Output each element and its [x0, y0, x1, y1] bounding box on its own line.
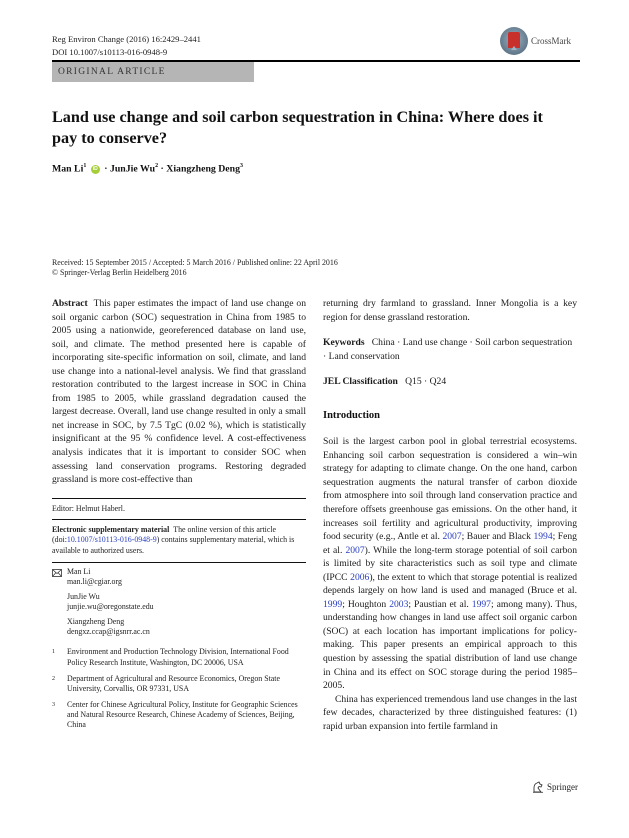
- contact-name: Man Li: [67, 566, 91, 576]
- crossmark-badge[interactable]: [500, 27, 571, 55]
- editor-note: Editor: Helmut Haberl.: [52, 503, 125, 513]
- left-column: [52, 297, 306, 730]
- contact-email[interactable]: man.li@cgiar.org: [67, 577, 122, 587]
- jel-codes: Q15 · Q24: [405, 376, 447, 388]
- keywords-label: Keywords: [323, 337, 365, 349]
- abstract-continued: returning dry farmland to grassland. Inner Mongolia is a key region for dense grassland restoration.: [323, 298, 577, 323]
- affiliation-number: 3: [52, 701, 55, 708]
- citation-link[interactable]: 1999: [323, 598, 343, 610]
- affiliation: [52, 674, 306, 694]
- keywords-text: China · Land use change · Soil carbon sequestration · Land conservation: [323, 337, 573, 362]
- paragraph-text: ; Houghton: [342, 598, 390, 610]
- paragraph-text: ; among many). Thus, understanding how changes in land use affect soil organic carbon (SOC) at each location has important implications for policy-making. This paper presents an empirical approach to this question by assessing the spatial distribution of land use change in China and its effect on SOC storage during the period 1985–2005.: [323, 598, 578, 692]
- paragraph-text: ; Bauer and Black: [461, 531, 534, 543]
- citation-link[interactable]: 2006: [350, 571, 370, 583]
- contact-email[interactable]: junjie.wu@oregonstate.edu: [67, 602, 154, 612]
- jel-label: JEL Classification: [323, 376, 398, 388]
- abstract-left: [52, 297, 306, 487]
- affiliation-text: Center for Chinese Agricultural Policy, Institute for Geographic Sciences and Natural Resource Research, Chinese Academy of Sciences, Beijing, China: [67, 699, 298, 730]
- received-accepted-published: Received: 15 September 2015 / Accepted: 5 March 2016 / Published online: 22 April 2016: [52, 258, 338, 267]
- contact-item: [67, 617, 306, 637]
- author-separator: ·: [104, 163, 108, 175]
- paragraph-text: Soil is the largest carbon pool in global terrestrial ecosystems. Enhancing soil carbon sequestration is considered a win–win strategy for adapting to climate change. On the one hand, carbon sequestration augments the natural transfer of carbon dioxide from atmosphere into soil through land conservation practice and therefore offsets greenhouse gas emissions. On the other hand, it increases soil fertility and agricultural productivity, improving food security (e.g., Antle et al.: [323, 436, 577, 543]
- affiliation-text: Department of Agricultural and Resource Economics, Oregon State University, Corvallis, OR 97331, USA: [67, 673, 280, 693]
- esm-doi-link[interactable]: 10.1007/s10113-016-0948-9: [66, 535, 157, 545]
- section-heading-introduction: Introduction: [323, 409, 380, 421]
- contact-name: JunJie Wu: [67, 592, 100, 602]
- springer-horse-icon: [532, 781, 544, 793]
- citation-link[interactable]: 2007: [345, 544, 365, 556]
- author-name[interactable]: Xiangzheng Deng: [166, 163, 241, 175]
- orcid-icon[interactable]: iD: [92, 165, 98, 172]
- paper-title: Land use change and soil carbon sequestration in China: Where does it pay to conserve?: [52, 108, 543, 147]
- paragraph-text: ). While the long-term storage potential of soil carbon is limited by site characteristics such as soil type and climate (IPCC: [323, 544, 578, 583]
- journal-citation: Reg Environ Change (2016) 16:2429–2441: [52, 34, 201, 44]
- author-list: [52, 163, 243, 174]
- affiliation-number: 2: [52, 675, 55, 682]
- crossmark-icon: [500, 27, 528, 55]
- affiliation-text: Environment and Production Technology Division, International Food Policy Research Institute, Washington, DC 20006, USA: [67, 647, 289, 667]
- envelope-icon: [52, 569, 62, 577]
- contact-email[interactable]: dengxz.ccap@igsnrr.ac.cn: [67, 627, 150, 637]
- author-name[interactable]: Man Li: [52, 163, 84, 175]
- affiliation: [52, 700, 306, 730]
- citation-link[interactable]: 1994: [533, 531, 553, 543]
- author-affil-sup: 2: [155, 163, 159, 169]
- contact-item: [67, 592, 306, 612]
- abstract-text: This paper estimates the impact of land use change on soil organic carbon (SOC) sequestration in China from 1985 to 2005 using a nationwide, georeferenced database on land use, soil, and climate. The method presented here is capable of incorporating site-specific information on soil, climate, and land use change into a national-level analysis. We find that grassland restoration contributed to the largest increase in SOC in China from 1985 to 2005, while grassland degradation caused the largest decrease. Overall, land use change resulted in only a small net increase in SOC, by 7.5 TgC (0.02 %), which is statistically insignificant at the 95 % confidence level. A cost-effectiveness analysis indicates that it is important to consider SOC when assessing land conservation programs. Restoring degraded grassland is more cost-effective than: [52, 298, 307, 486]
- contacts: [52, 567, 306, 638]
- paragraph-text: ; Feng et al.: [323, 531, 577, 556]
- author-separator: ·: [160, 163, 164, 175]
- right-column: [323, 297, 577, 733]
- intro-paragraph-2: China has experienced tremendous land use changes in the last few decades, characterized by three distinguished features: (1) rapid urban expansion into fertile farmland in: [323, 693, 577, 732]
- doi[interactable]: DOI 10.1007/s10113-016-0948-9: [52, 46, 168, 57]
- citation-link[interactable]: 1997: [471, 598, 491, 610]
- esm-note: [52, 525, 306, 555]
- author-name[interactable]: JunJie Wu: [109, 163, 156, 175]
- author-affil-sup: 3: [240, 163, 244, 169]
- paragraph-text: ), the extent to which that storage potential is realized depends largely on how land is used and managed (Bruce et al.: [323, 571, 578, 597]
- crossmark-label: CrossMark: [531, 36, 571, 46]
- footnote-rule: [52, 562, 306, 563]
- publisher-logo: [532, 781, 578, 793]
- affiliation-number: 1: [52, 649, 55, 656]
- copyright: © Springer-Verlag Berlin Heidelberg 2016: [52, 268, 187, 277]
- footnote-rule: [52, 498, 306, 499]
- jel-classification: [323, 375, 577, 389]
- article-type-banner: ORIGINAL ARTICLE: [52, 62, 254, 82]
- intro-paragraph-1: [323, 435, 577, 692]
- esm-text: ) contains supplementary material, which is available to authorized users.: [52, 535, 295, 555]
- keywords: [323, 336, 577, 363]
- esm-label: Electronic supplementary material: [52, 525, 170, 535]
- publication-dates: [52, 258, 338, 278]
- affiliation: [52, 647, 306, 667]
- citation-link[interactable]: 2007: [442, 531, 462, 543]
- paragraph-text: ; Paustian et al.: [408, 598, 472, 610]
- contact-name: Xiangzheng Deng: [67, 617, 125, 627]
- esm-text: The online version of this article (doi:: [52, 525, 277, 545]
- contact-item: [67, 567, 306, 587]
- journal-reference: [52, 33, 201, 58]
- abstract-label: Abstract: [52, 298, 88, 309]
- publisher-name: Springer: [547, 782, 578, 792]
- citation-link[interactable]: 2003: [389, 598, 409, 610]
- footnote-rule: [52, 519, 306, 520]
- author-affil-sup: 1: [83, 163, 87, 169]
